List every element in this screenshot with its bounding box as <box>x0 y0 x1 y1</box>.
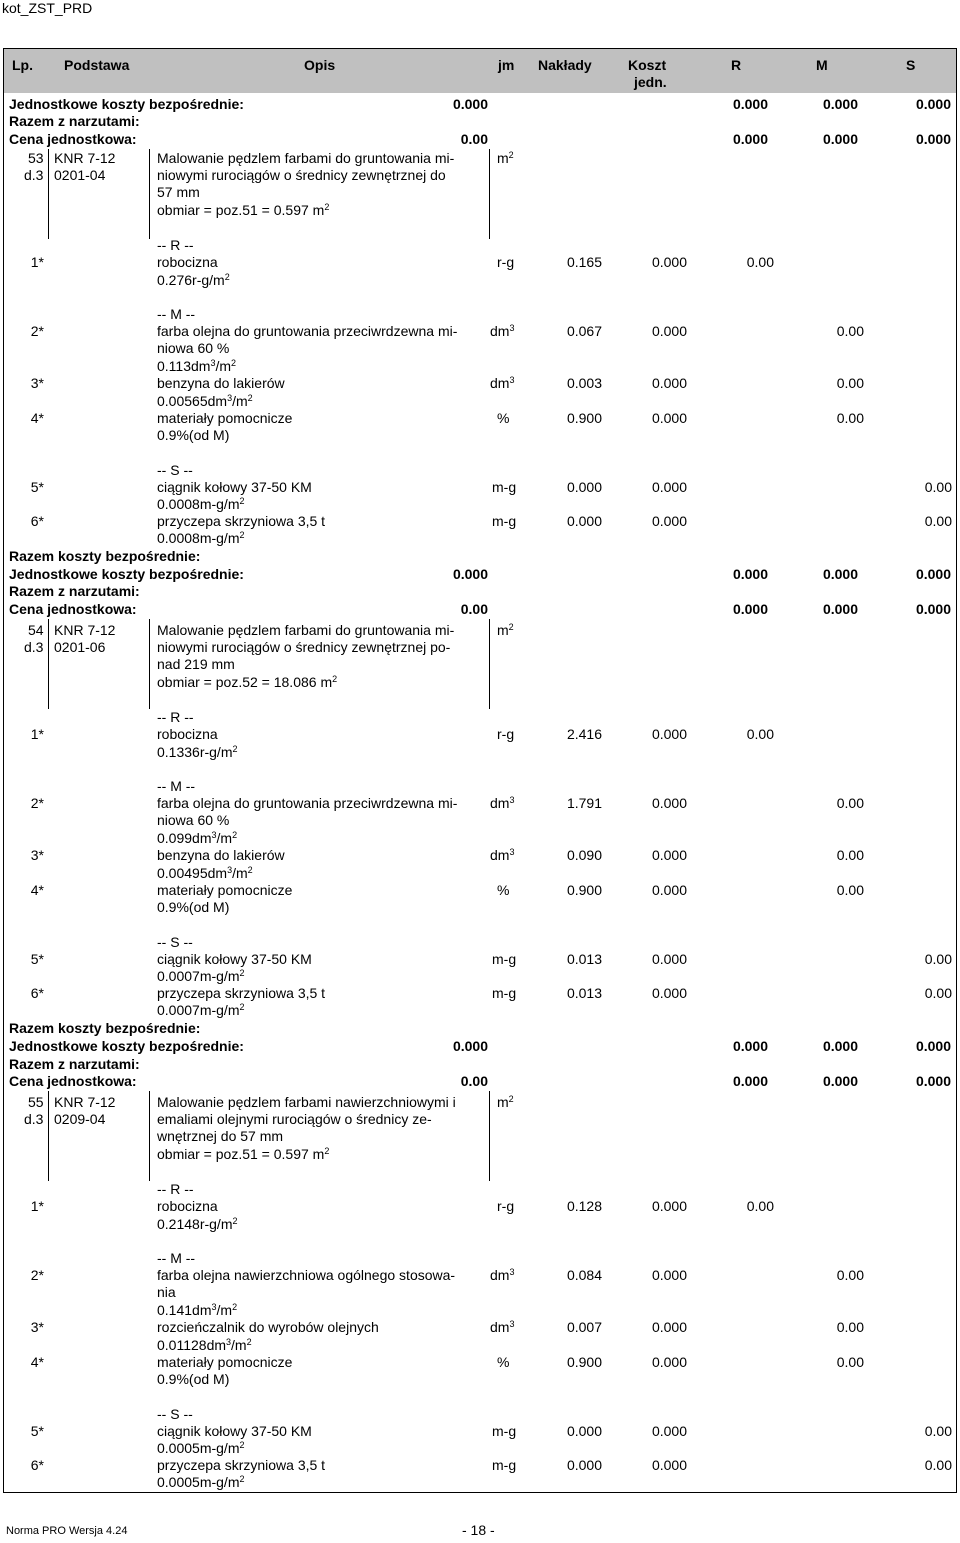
summary-cena-m: 0.000 <box>822 601 858 617</box>
summary-cena-m: 0.000 <box>822 131 858 147</box>
position-d: d.3 <box>24 1111 44 1127</box>
item-norm: $0.2148r-g/m^2$ <box>157 1216 238 1232</box>
footer-page-number: - 18 - <box>462 1522 495 1538</box>
item-name: robocizna <box>157 1198 218 1214</box>
position-knr: KNR 7-12 <box>54 150 116 166</box>
group-header-m: -- M -- <box>157 1250 196 1266</box>
summary-cena-r: 0.000 <box>732 601 768 617</box>
summary-cena-label: Cena jednostkowa: <box>9 601 137 617</box>
item-name: ciągnik kołowy 37-50 KM <box>157 479 312 495</box>
item-name: farba olejna do gruntowania przeciwrdzewna mi- <box>157 323 458 339</box>
item-m: 0.00 <box>836 1354 864 1370</box>
item-norm: $0.01128dm^3/m^2$ <box>157 1337 252 1353</box>
item-name: rozcieńczalnik do wyrobów olejnych <box>157 1319 379 1335</box>
item-naklady: 0.090 <box>566 847 602 863</box>
item-koszt: 0.000 <box>651 1354 687 1370</box>
item-naklady: 0.084 <box>566 1267 602 1283</box>
position-code: 0201-04 <box>54 167 106 183</box>
summary-jednostkowe-m: 0.000 <box>822 566 858 582</box>
item-m: 0.00 <box>836 1267 864 1283</box>
item-jm: $dm^3$ <box>490 323 515 339</box>
item-naklady: 0.000 <box>566 1457 602 1473</box>
item-s: 0.00 <box>924 1457 952 1473</box>
header-podstawa: Podstawa <box>64 57 130 73</box>
item-koszt: 0.000 <box>651 847 687 863</box>
item-s: 0.00 <box>924 513 952 529</box>
group-header-m: -- M -- <box>157 778 196 794</box>
item-name: niowa 60 % <box>157 812 230 828</box>
item-lp: 3* <box>30 375 44 391</box>
summary-jednostkowe-r: 0.000 <box>732 1038 768 1054</box>
summary-jednostkowe-m: 0.000 <box>822 1038 858 1054</box>
item-jm: % <box>497 882 510 898</box>
header-lp: Lp. <box>12 57 33 73</box>
item-m: 0.00 <box>836 882 864 898</box>
summary-cena-r: 0.000 <box>732 131 768 147</box>
item-s: 0.00 <box>924 985 952 1001</box>
group-header-s: -- S -- <box>157 462 193 478</box>
position-description: nad 219 mm <box>157 656 235 672</box>
summary-cena-r: 0.000 <box>732 1073 768 1089</box>
position-description: niowymi rurociągów o średnicy zewnętrznej do <box>157 167 446 183</box>
item-naklady: 0.165 <box>566 254 602 270</box>
position-description: Malowanie pędzlem farbami do gruntowania mi- <box>157 150 455 166</box>
item-naklady: 0.000 <box>566 513 602 529</box>
summary-cena-label: Cena jednostkowa: <box>9 131 137 147</box>
item-koszt: 0.000 <box>651 1319 687 1335</box>
item-naklady: 0.128 <box>566 1198 602 1214</box>
item-norm: $0.0005m-g/m^2$ <box>157 1474 245 1490</box>
item-lp: 1* <box>30 726 44 742</box>
item-r: 0.00 <box>746 726 774 742</box>
group-header-r: -- R -- <box>157 237 194 253</box>
item-norm: $0.1336r-g/m^2$ <box>157 744 238 760</box>
item-lp: 5* <box>30 951 44 967</box>
item-s: 0.00 <box>924 1423 952 1439</box>
summary-cena-s: 0.000 <box>915 601 951 617</box>
item-lp: 2* <box>30 323 44 339</box>
item-koszt: 0.000 <box>651 1423 687 1439</box>
page-title: kot_ZST_PRD <box>2 0 93 16</box>
item-naklady: 0.003 <box>566 375 602 391</box>
summary-razem-bezp-label: Razem koszty bezpośrednie: <box>9 1020 201 1036</box>
item-name: materiały pomocnicze <box>157 1354 293 1370</box>
divider <box>149 1091 150 1181</box>
item-norm: $0.0005m-g/m^2$ <box>157 1440 245 1456</box>
position-obmiar: obmiar = poz.51 = 0.597 $m^2$ <box>157 1146 330 1162</box>
position-description: Malowanie pędzlem farbami do gruntowania mi- <box>157 622 455 638</box>
summary-jednostkowe-label: Jednostkowe koszty bezpośrednie: <box>9 566 244 582</box>
summary-jednostkowe-label: Jednostkowe koszty bezpośrednie: <box>9 96 244 112</box>
item-jm: m-g <box>492 513 517 529</box>
item-m: 0.00 <box>836 1319 864 1335</box>
item-name: niowa 60 % <box>157 340 230 356</box>
group-header-m: -- M -- <box>157 306 196 322</box>
item-s: 0.00 <box>924 951 952 967</box>
item-naklady: 0.067 <box>566 323 602 339</box>
item-jm: $dm^3$ <box>490 375 515 391</box>
item-lp: 4* <box>30 882 44 898</box>
summary-cena-total: 0.00 <box>460 131 488 147</box>
item-norm: $0.0008m-g/m^2$ <box>157 530 245 546</box>
header-s: S <box>906 57 916 73</box>
item-name: ciągnik kołowy 37-50 KM <box>157 951 312 967</box>
item-name: przyczepa skrzyniowa 3,5 t <box>157 985 326 1001</box>
summary-jednostkowe-label: Jednostkowe koszty bezpośrednie: <box>9 1038 244 1054</box>
summary-jednostkowe-total: 0.000 <box>452 566 488 582</box>
item-name: farba olejna nawierzchniowa ogólnego stosowa- <box>157 1267 456 1283</box>
divider <box>149 619 150 709</box>
item-norm: 0.9%(od M) <box>157 899 230 915</box>
position-unit: $m^2$ <box>497 1094 514 1110</box>
item-koszt: 0.000 <box>651 882 687 898</box>
summary-cena-m: 0.000 <box>822 1073 858 1089</box>
item-naklady: 0.900 <box>566 1354 602 1370</box>
item-name: robocizna <box>157 254 218 270</box>
position-d: d.3 <box>24 167 44 183</box>
summary-jednostkowe-total: 0.000 <box>452 96 488 112</box>
divider <box>48 149 49 239</box>
summary-razem-narzut-label: Razem z narzutami: <box>9 583 140 599</box>
item-koszt: 0.000 <box>651 726 687 742</box>
item-name: przyczepa skrzyniowa 3,5 t <box>157 1457 326 1473</box>
item-jm: m-g <box>492 1457 517 1473</box>
position-description: emaliami olejnymi rurociągów o średnicy ze- <box>157 1111 432 1127</box>
item-koszt: 0.000 <box>651 985 687 1001</box>
item-lp: 5* <box>30 1423 44 1439</box>
item-jm: $dm^3$ <box>490 795 515 811</box>
item-koszt: 0.000 <box>651 479 687 495</box>
footer-software: Norma PRO Wersja 4.24 <box>6 1525 128 1537</box>
divider <box>489 1091 490 1181</box>
item-jm: $dm^3$ <box>490 1319 515 1335</box>
item-jm: % <box>497 410 510 426</box>
position-knr: KNR 7-12 <box>54 622 116 638</box>
item-norm: $0.113dm^3/m^2$ <box>157 358 237 374</box>
summary-cena-s: 0.000 <box>915 131 951 147</box>
item-lp: 4* <box>30 1354 44 1370</box>
item-naklady: 2.416 <box>566 726 602 742</box>
divider <box>48 619 49 709</box>
summary-jednostkowe-m: 0.000 <box>822 96 858 112</box>
item-lp: 4* <box>30 410 44 426</box>
item-naklady: 0.000 <box>566 1423 602 1439</box>
item-norm: $0.0007m-g/m^2$ <box>157 1002 245 1018</box>
summary-cena-total: 0.00 <box>460 1073 488 1089</box>
item-koszt: 0.000 <box>651 951 687 967</box>
summary-cena-label: Cena jednostkowa: <box>9 1073 137 1089</box>
item-jm: m-g <box>492 1423 517 1439</box>
group-header-s: -- S -- <box>157 934 193 950</box>
item-m: 0.00 <box>836 375 864 391</box>
item-lp: 3* <box>30 1319 44 1335</box>
summary-razem-narzut-label: Razem z narzutami: <box>9 1056 140 1072</box>
position-description: Malowanie pędzlem farbami nawierzchniowymi i <box>157 1094 456 1110</box>
item-norm: $0.0007m-g/m^2$ <box>157 968 245 984</box>
item-naklady: 0.900 <box>566 410 602 426</box>
item-norm: $0.141dm^3/m^2$ <box>157 1302 238 1318</box>
item-koszt: 0.000 <box>651 1457 687 1473</box>
summary-jednostkowe-r: 0.000 <box>732 566 768 582</box>
header-koszt: Koszt <box>628 57 667 73</box>
item-name: materiały pomocnicze <box>157 882 293 898</box>
position-number: 53 <box>28 150 44 166</box>
summary-cena-total: 0.00 <box>460 601 488 617</box>
divider <box>489 149 490 239</box>
position-description: wnętrznej do 57 mm <box>157 1128 284 1144</box>
divider <box>489 619 490 709</box>
item-m: 0.00 <box>836 847 864 863</box>
item-jm: % <box>497 1354 510 1370</box>
item-koszt: 0.000 <box>651 375 687 391</box>
header-koszt-jedn: jedn. <box>634 74 667 90</box>
item-name: nia <box>157 1284 176 1300</box>
position-number: 54 <box>28 622 44 638</box>
position-obmiar: obmiar = poz.51 = 0.597 $m^2$ <box>157 202 330 218</box>
summary-jednostkowe-s: 0.000 <box>915 1038 951 1054</box>
item-koszt: 0.000 <box>651 513 687 529</box>
divider <box>48 1091 49 1181</box>
item-naklady: 1.791 <box>566 795 602 811</box>
item-name: materiały pomocnicze <box>157 410 293 426</box>
item-lp: 2* <box>30 1267 44 1283</box>
item-norm: $0.00565dm^3/m^2$ <box>157 393 253 409</box>
item-naklady: 0.013 <box>566 951 602 967</box>
position-code: 0201-06 <box>54 639 106 655</box>
item-name: ciągnik kołowy 37-50 KM <box>157 1423 312 1439</box>
item-norm: 0.9%(od M) <box>157 1371 230 1387</box>
item-naklady: 0.000 <box>566 479 602 495</box>
position-number: 55 <box>28 1094 44 1110</box>
item-name: farba olejna do gruntowania przeciwrdzewna mi- <box>157 795 458 811</box>
item-koszt: 0.000 <box>651 1198 687 1214</box>
position-description: 57 mm <box>157 184 200 200</box>
item-lp: 5* <box>30 479 44 495</box>
item-name: benzyna do lakierów <box>157 375 285 391</box>
item-koszt: 0.000 <box>651 795 687 811</box>
position-obmiar: obmiar = poz.52 = 18.086 $m^2$ <box>157 674 338 690</box>
item-norm: $0.099dm^3/m^2$ <box>157 830 238 846</box>
item-s: 0.00 <box>924 479 952 495</box>
item-name: przyczepa skrzyniowa 3,5 t <box>157 513 326 529</box>
item-koszt: 0.000 <box>651 323 687 339</box>
summary-jednostkowe-total: 0.000 <box>452 1038 488 1054</box>
item-jm: m-g <box>492 951 517 967</box>
item-m: 0.00 <box>836 410 864 426</box>
summary-jednostkowe-s: 0.000 <box>915 96 951 112</box>
item-name: benzyna do lakierów <box>157 847 285 863</box>
group-header-r: -- R -- <box>157 1181 194 1197</box>
item-norm: $0.00495dm^3/m^2$ <box>157 865 253 881</box>
position-code: 0209-04 <box>54 1111 106 1127</box>
item-koszt: 0.000 <box>651 1267 687 1283</box>
item-r: 0.00 <box>746 254 774 270</box>
header-opis: Opis <box>304 57 336 73</box>
item-m: 0.00 <box>836 795 864 811</box>
header-m: M <box>816 57 828 73</box>
item-jm: $dm^3$ <box>490 1267 515 1283</box>
item-norm: $0.276r-g/m^2$ <box>157 272 230 288</box>
summary-razem-bezp-label: Razem koszty bezpośrednie: <box>9 548 201 564</box>
position-unit: $m^2$ <box>497 150 514 166</box>
item-norm: $0.0008m-g/m^2$ <box>157 496 245 512</box>
item-jm: m-g <box>492 985 517 1001</box>
summary-jednostkowe-r: 0.000 <box>732 96 768 112</box>
item-jm: r-g <box>497 726 515 742</box>
item-r: 0.00 <box>746 1198 774 1214</box>
divider <box>149 149 150 239</box>
summary-jednostkowe-s: 0.000 <box>915 566 951 582</box>
item-lp: 6* <box>30 985 44 1001</box>
item-lp: 2* <box>30 795 44 811</box>
item-norm: 0.9%(od M) <box>157 427 230 443</box>
position-knr: KNR 7-12 <box>54 1094 116 1110</box>
group-header-r: -- R -- <box>157 709 194 725</box>
item-koszt: 0.000 <box>651 410 687 426</box>
item-lp: 1* <box>30 1198 44 1214</box>
item-jm: m-g <box>492 479 517 495</box>
summary-razem-narzut-label: Razem z narzutami: <box>9 113 140 129</box>
item-lp: 6* <box>30 1457 44 1473</box>
item-name: robocizna <box>157 726 218 742</box>
header-naklady: Nakłady <box>538 57 592 73</box>
item-naklady: 0.013 <box>566 985 602 1001</box>
item-koszt: 0.000 <box>651 254 687 270</box>
header-r: R <box>731 57 742 73</box>
item-lp: 1* <box>30 254 44 270</box>
item-naklady: 0.900 <box>566 882 602 898</box>
header-jm: jm <box>498 57 515 73</box>
summary-cena-s: 0.000 <box>915 1073 951 1089</box>
item-m: 0.00 <box>836 323 864 339</box>
position-unit: $m^2$ <box>497 622 514 638</box>
item-jm: r-g <box>497 254 515 270</box>
position-d: d.3 <box>24 639 44 655</box>
item-naklady: 0.007 <box>566 1319 602 1335</box>
item-lp: 3* <box>30 847 44 863</box>
item-jm: $dm^3$ <box>490 847 515 863</box>
group-header-s: -- S -- <box>157 1406 193 1422</box>
position-description: niowymi rurociągów o średnicy zewnętrznej po- <box>157 639 451 655</box>
item-jm: r-g <box>497 1198 515 1214</box>
item-lp: 6* <box>30 513 44 529</box>
